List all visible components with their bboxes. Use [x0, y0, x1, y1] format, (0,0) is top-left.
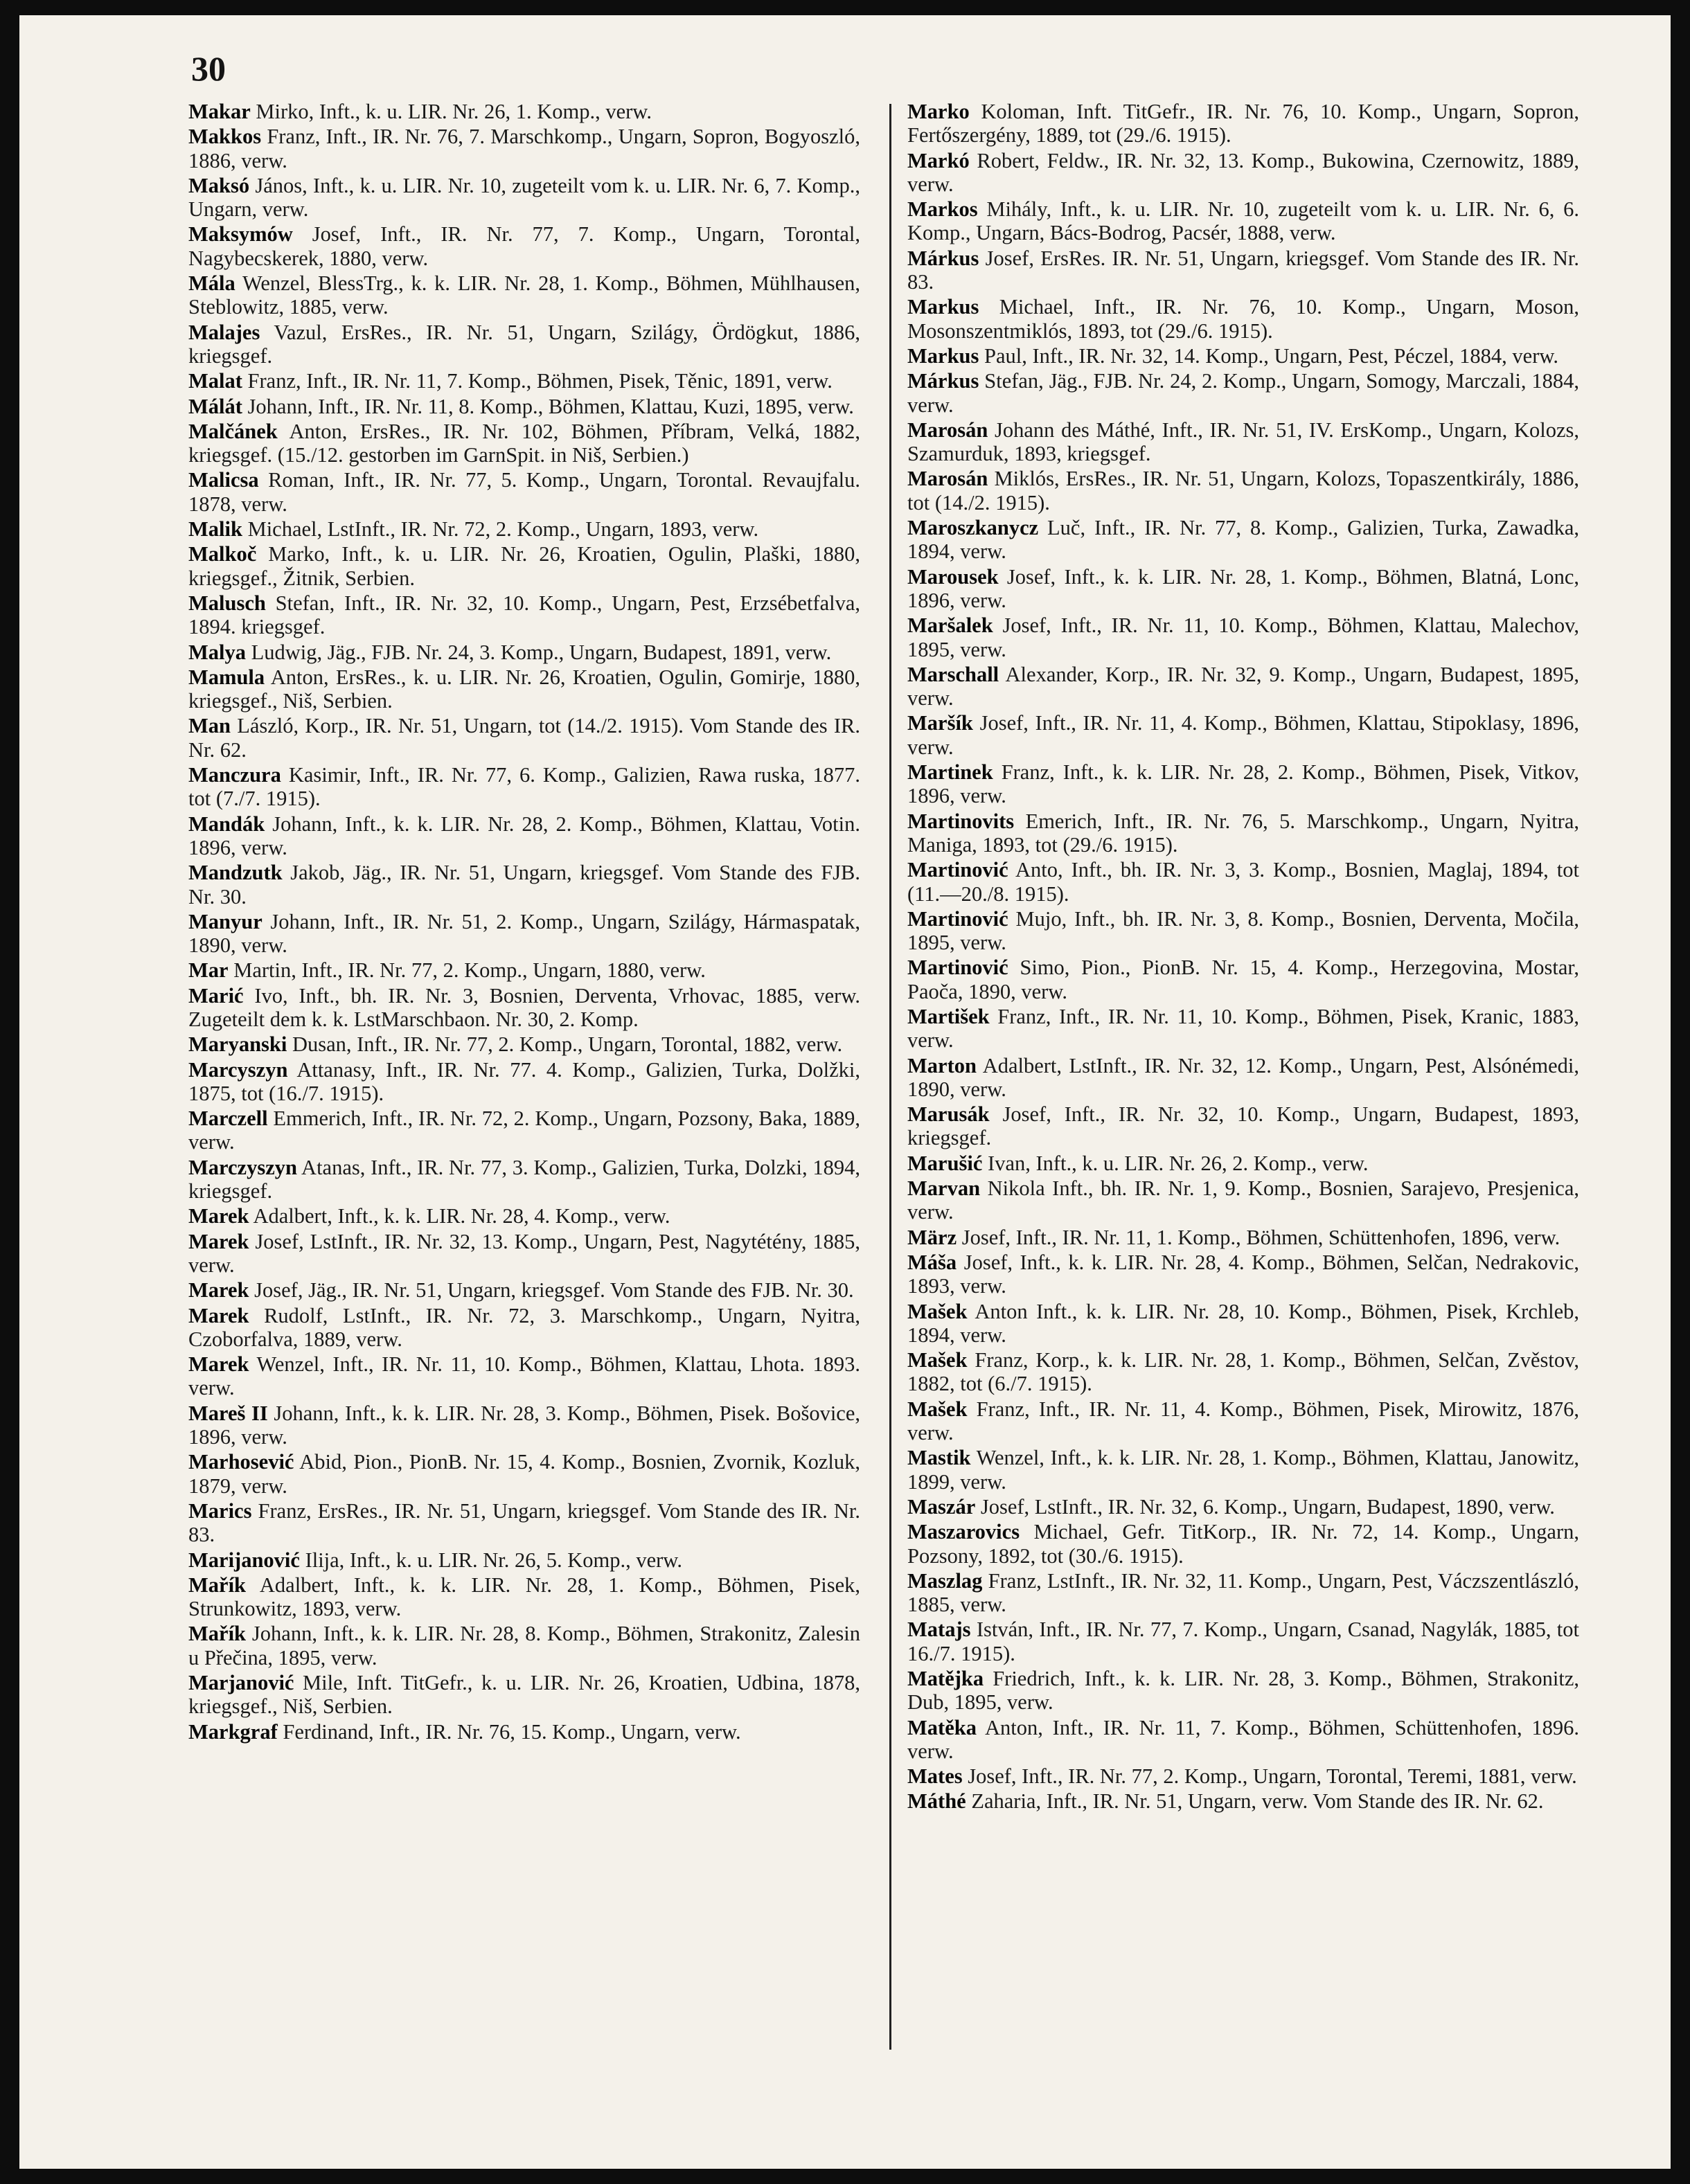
register-entry — [188, 1720, 860, 1744]
register-entry — [188, 321, 860, 368]
register-entry — [188, 517, 860, 541]
entry-details: Franz, Korp., k. k. LIR. Nr. 28, 1. Komp., Böhmen, Selčan, Zvěstov, 1882, tot (6./7. 1915). — [907, 1348, 1579, 1396]
entry-surname: Marczyszyn — [188, 1155, 297, 1179]
entry-surname: Mála — [188, 271, 235, 296]
register-entry — [907, 1618, 1579, 1665]
entry-details: László, Korp., IR. Nr. 51, Ungarn, tot (14./2. 1915). Vom Stande des IR. Nr. 62. — [188, 714, 861, 762]
entry-surname: Máša — [907, 1250, 957, 1274]
register-entry — [188, 271, 860, 319]
entry-details: Josef, Inft., IR. Nr. 11, 4. Komp., Böhmen, Klattau, Stipoklasy, 1896, verw. — [907, 711, 1580, 759]
entry-surname: Maszlag — [907, 1568, 983, 1593]
register-entry — [907, 1251, 1579, 1298]
entry-details: Michael, Inft., IR. Nr. 76, 10. Komp., Ungarn, Moson, Mosonszentmiklós, 1893, tot (29./6. 1915). — [907, 295, 1579, 343]
register-entry — [907, 516, 1579, 564]
register-entry — [188, 958, 860, 982]
entry-surname: Marcyszyn — [188, 1057, 288, 1082]
entry-surname: Martinek — [907, 760, 993, 785]
register-entry — [907, 247, 1579, 294]
entry-details: Simo, Pion., PionB. Nr. 15, 4. Komp., Herzegovina, Mostar, Paoča, 1890, verw. — [907, 956, 1579, 1003]
entry-surname: Marschall — [907, 662, 999, 686]
register-entry — [188, 714, 860, 762]
entry-details: Koloman, Inft. TitGefr., IR. Nr. 76, 10. Komp., Ungarn, Sopron, Fertőszergény, 1889, tot (29./6. 1915). — [907, 100, 1579, 147]
entry-details: István, Inft., IR. Nr. 77, 7. Komp., Ungarn, Csanad, Nagylák, 1885, tot 16./7. 1915). — [907, 1618, 1580, 1665]
register-entry — [907, 369, 1579, 417]
register-entry — [907, 711, 1579, 759]
register-entry — [907, 418, 1579, 466]
entry-surname: Marosán — [907, 467, 988, 491]
entry-surname: Mastik — [907, 1446, 971, 1470]
entry-surname: Marek — [188, 1352, 249, 1377]
entry-details: Ivo, Inft., bh. IR. Nr. 3, Bosnien, Derventa, Vrhovac, 1885, verw. Zugeteilt dem k. k. LstMarschbaon. Nr. 30, 2. Komp. — [188, 983, 861, 1031]
entry-details: Anton, ErsRes., IR. Nr. 102, Böhmen, Příbram, Velká, 1882, kriegsgef. (15./12. gestorben im GarnSpit. in Niš, Serbien.) — [188, 419, 860, 467]
register-entry — [907, 1789, 1579, 1813]
entry-details: Franz, LstInft., IR. Nr. 32, 11. Komp., Ungarn, Pest, Váczszentlászló, 1885, verw. — [907, 1568, 1579, 1617]
register-entry — [188, 1204, 860, 1228]
register-entry — [907, 344, 1579, 368]
entry-details: Wenzel, BlessTrg., k. k. LIR. Nr. 28, 1. Komp., Böhmen, Mühlhausen, Steblowitz, 1885, verw. — [188, 271, 860, 319]
entry-surname: Markgraf — [188, 1719, 278, 1744]
entry-surname: Marušić — [907, 1151, 983, 1175]
right-column — [907, 100, 1579, 1815]
entry-surname: Malkoč — [188, 542, 257, 566]
entry-surname: Mašek — [907, 1397, 968, 1421]
register-entry — [907, 858, 1579, 906]
register-entry — [188, 395, 860, 418]
entry-details: Adalbert, Inft., k. k. LIR. Nr. 28, 4. Komp., verw. — [253, 1204, 670, 1228]
register-entry — [188, 1058, 860, 1106]
register-entry — [188, 1573, 860, 1621]
entry-details: Michael, Gefr. TitKorp., IR. Nr. 72, 14. Komp., Ungarn, Pozsony, 1892, tot (30./6. 1915). — [907, 1520, 1580, 1568]
entry-surname: Marousek — [907, 564, 999, 589]
left-column — [188, 100, 860, 1745]
entry-details: Alexander, Korp., IR. Nr. 32, 9. Komp., Ungarn, Budapest, 1895, verw. — [907, 662, 1579, 710]
entry-surname: Maszarovics — [907, 1520, 1020, 1544]
entry-details: Josef, Inft., IR. Nr. 11, 1. Komp., Böhmen, Schüttenhofen, 1896, verw. — [961, 1225, 1560, 1249]
register-entry — [188, 542, 860, 590]
register-entry — [907, 295, 1579, 343]
entry-details: Josef, Jäg., IR. Nr. 51, Ungarn, kriegsgef. Vom Stande des FJB. Nr. 30. — [254, 1278, 854, 1303]
entry-surname: Márkus — [907, 246, 979, 270]
register-entry — [907, 614, 1579, 661]
entry-surname: Makkos — [188, 125, 262, 149]
register-entry — [188, 665, 860, 713]
register-entry — [188, 1402, 860, 1449]
register-entry — [907, 907, 1579, 955]
register-entry — [188, 910, 860, 958]
entry-surname: Martinovits — [907, 809, 1015, 833]
entry-surname: Malik — [188, 517, 242, 541]
register-entry — [907, 956, 1579, 1003]
entry-details: Vazul, ErsRes., IR. Nr. 51, Ungarn, Szilágy, Ördögkut, 1886, kriegsgef. — [188, 320, 861, 368]
entry-details: Mirko, Inft., k. u. LIR. Nr. 26, 1. Komp., verw. — [256, 100, 652, 123]
entry-surname: Marvan — [907, 1176, 981, 1201]
entry-surname: Marek — [188, 1229, 249, 1253]
entry-details: Johann, Inft., IR. Nr. 51, 2. Komp., Ungarn, Szilágy, Hármaspatak, 1890, verw. — [188, 909, 861, 958]
register-entry — [907, 1054, 1579, 1102]
entry-surname: Matajs — [907, 1618, 971, 1642]
entry-surname: Malya — [188, 640, 247, 664]
entry-surname: Markus — [907, 295, 979, 319]
entry-details: Anto, Inft., bh. IR. Nr. 3, 3. Komp., Bosnien, Maglaj, 1894, tot (11.—20./8. 1915). — [907, 858, 1579, 906]
entry-surname: Marko — [907, 100, 970, 123]
register-entry — [907, 1300, 1579, 1348]
entry-surname: Maršalek — [907, 614, 993, 638]
entry-details: Michael, LstInft., IR. Nr. 72, 2. Komp., Ungarn, 1893, verw. — [247, 517, 759, 541]
entry-surname: Martinović — [907, 956, 1008, 980]
entry-details: Emmerich, Inft., IR. Nr. 72, 2. Komp., Ungarn, Pozsony, Baka, 1889, verw. — [188, 1107, 860, 1154]
entry-surname: Mates — [907, 1764, 963, 1789]
register-entry — [188, 1156, 860, 1203]
register-entry — [188, 591, 860, 639]
entry-details: Wenzel, Inft., IR. Nr. 11, 10. Komp., Böhmen, Klattau, Lhota. 1893. verw. — [188, 1352, 861, 1400]
entry-details: Anton, ErsRes., k. u. LIR. Nr. 26, Kroatien, Ogulin, Gomirje, 1880, kriegsgef., Niš, Serbien. — [188, 665, 860, 713]
register-entry — [188, 100, 860, 123]
entry-details: Josef, Inft., IR. Nr. 77, 2. Komp., Ungarn, Torontal, Teremi, 1881, verw. — [968, 1764, 1577, 1789]
entry-surname: Makar — [188, 100, 251, 123]
entry-surname: Marton — [907, 1053, 977, 1077]
register-entry — [907, 809, 1579, 857]
register-entry — [188, 1304, 860, 1352]
entry-surname: Mařík — [188, 1622, 247, 1646]
register-entry — [188, 1278, 860, 1302]
entry-surname: Marics — [188, 1498, 252, 1523]
entry-surname: Maksó — [188, 173, 250, 197]
entry-details: Marko, Inft., k. u. LIR. Nr. 26, Kroatien, Ogulin, Plaški, 1880, kriegsgef., Žitnik, Serbien. — [188, 542, 861, 590]
register-entry — [907, 1446, 1579, 1494]
entry-surname: Markó — [907, 148, 970, 172]
register-entry — [188, 1499, 860, 1547]
register-entry — [188, 1230, 860, 1278]
entry-surname: Matěka — [907, 1715, 977, 1739]
register-entry — [907, 663, 1579, 710]
entry-details: Dusan, Inft., IR. Nr. 77, 2. Komp., Ungarn, Torontal, 1882, verw. — [292, 1032, 843, 1057]
register-entry — [188, 812, 860, 860]
entry-details: Johann, Inft., k. k. LIR. Nr. 28, 3. Komp., Böhmen, Pisek. Bošovice, 1896, verw. — [188, 1401, 861, 1449]
entry-surname: Marczell — [188, 1107, 268, 1131]
register-entry — [907, 1226, 1579, 1249]
register-entry — [188, 1352, 860, 1400]
entry-details: Mihály, Inft., k. u. LIR. Nr. 10, zugeteilt vom k. u. LIR. Nr. 6, 6. Komp., Ungarn, Bács-Bodrog, Pacsér, 1888, verw. — [907, 197, 1580, 245]
entry-surname: Manczura — [188, 763, 281, 787]
register-entry — [188, 1032, 860, 1056]
entry-details: Ferdinand, Inft., IR. Nr. 76, 15. Komp., Ungarn, verw. — [283, 1719, 741, 1744]
register-entry — [188, 369, 860, 393]
entry-surname: Man — [188, 714, 231, 738]
entry-surname: Mašek — [907, 1348, 968, 1372]
entry-details: Adalbert, Inft., k. k. LIR. Nr. 28, 1. Komp., Böhmen, Pisek, Strunkowitz, 1893, verw. — [188, 1573, 860, 1621]
register-entry — [188, 125, 860, 172]
register-entry — [907, 1667, 1579, 1715]
entry-surname: Marijanović — [188, 1548, 300, 1572]
entry-surname: März — [907, 1225, 957, 1249]
entry-details: Ivan, Inft., k. u. LIR. Nr. 26, 2. Komp., verw. — [988, 1151, 1369, 1175]
register-entry — [907, 565, 1579, 613]
entry-details: Miklós, ErsRes., IR. Nr. 51, Ungarn, Kolozs, Topaszentkirály, 1886, tot (14./2. 1915). — [907, 467, 1579, 514]
register-entry — [907, 197, 1579, 245]
entry-details: Josef, LstInft., IR. Nr. 32, 6. Komp., Ungarn, Budapest, 1890, verw. — [980, 1494, 1555, 1519]
register-entry — [907, 149, 1579, 197]
entry-surname: Márkus — [907, 369, 979, 393]
entry-details: Josef, Inft., IR. Nr. 32, 10. Komp., Ungarn, Budapest, 1893, kriegsgef. — [907, 1102, 1580, 1150]
entry-surname: Manyur — [188, 909, 263, 933]
entry-details: Martin, Inft., IR. Nr. 77, 2. Komp., Ungarn, 1880, verw. — [233, 958, 706, 983]
register-entry — [907, 1102, 1579, 1150]
document-page — [19, 15, 1671, 2169]
register-entry — [188, 174, 860, 222]
register-entry — [188, 1548, 860, 1572]
entry-details: Kasimir, Inft., IR. Nr. 77, 6. Komp., Galizien, Rawa ruska, 1877. tot (7./7. 1915). — [188, 763, 860, 811]
entry-details: Emerich, Inft., IR. Nr. 76, 5. Marschkomp., Ungarn, Nyitra, Maniga, 1893, tot (29./6. 1915). — [907, 809, 1579, 857]
entry-details: Abid, Pion., PionB. Nr. 15, 4. Komp., Bosnien, Zvornik, Kozluk, 1879, verw. — [188, 1450, 860, 1498]
entry-surname: Malicsa — [188, 468, 259, 492]
entry-details: Jakob, Jäg., IR. Nr. 51, Ungarn, kriegsgef. Vom Stande des FJB. Nr. 30. — [188, 861, 860, 908]
entry-details: Josef, Inft., IR. Nr. 77, 7. Komp., Ungarn, Torontal, Nagybecskerek, 1880, verw. — [188, 222, 860, 270]
register-entry — [907, 1176, 1579, 1224]
entry-surname: Mašek — [907, 1299, 968, 1323]
entry-details: Mujo, Inft., bh. IR. Nr. 3, 8. Komp., Bosnien, Derventa, Močila, 1895, verw. — [907, 906, 1580, 955]
entry-surname: Marosán — [907, 418, 988, 442]
entry-surname: Matějka — [907, 1667, 984, 1690]
entry-details: Stefan, Inft., IR. Nr. 32, 10. Komp., Ungarn, Pest, Erzsébetfalva, 1894. kriegsgef. — [188, 591, 861, 639]
entry-surname: Mařík — [188, 1573, 247, 1597]
entry-surname: Maszár — [907, 1494, 976, 1519]
entry-details: Josef, LstInft., IR. Nr. 32, 13. Komp., Ungarn, Pest, Nagytétény, 1885, verw. — [188, 1229, 861, 1277]
entry-surname: Maryanski — [188, 1032, 287, 1057]
register-entry — [188, 1622, 860, 1670]
register-entry — [188, 984, 860, 1032]
entry-surname: Mareš II — [188, 1401, 268, 1425]
entry-surname: Malat — [188, 369, 242, 393]
register-entry — [188, 763, 860, 811]
entry-surname: Marusák — [907, 1102, 990, 1127]
entry-details: Josef, Inft., k. k. LIR. Nr. 28, 1. Komp., Böhmen, Blatná, Lonc, 1896, verw. — [907, 564, 1579, 612]
entry-surname: Maroszkanycz — [907, 516, 1039, 540]
entry-surname: Marić — [188, 983, 244, 1008]
register-entry — [188, 641, 860, 664]
register-entry — [907, 1716, 1579, 1764]
entry-details: Stefan, Jäg., FJB. Nr. 24, 2. Komp., Ungarn, Somogy, Marczali, 1884, verw. — [907, 369, 1579, 417]
entry-details: Ilija, Inft., k. u. LIR. Nr. 26, 5. Komp., verw. — [305, 1548, 682, 1572]
entry-surname: Marek — [188, 1204, 249, 1228]
entry-surname: Marhosević — [188, 1450, 294, 1474]
entry-details: Roman, Inft., IR. Nr. 77, 5. Komp., Ungarn, Torontal. Revaujfalu. 1878, verw. — [188, 468, 861, 516]
entry-details: Johann, Inft., k. k. LIR. Nr. 28, 2. Komp., Böhmen, Klattau, Votin. 1896, verw. — [188, 812, 860, 859]
register-entry — [907, 1397, 1579, 1445]
entry-details: János, Inft., k. u. LIR. Nr. 10, zugeteilt vom k. u. LIR. Nr. 6, 7. Komp., Ungarn, verw. — [188, 173, 861, 222]
entry-details: Josef, ErsRes. IR. Nr. 51, Ungarn, kriegsgef. Vom Stande des IR. Nr. 83. — [907, 246, 1580, 294]
register-entry — [188, 1450, 860, 1498]
register-entry — [907, 1495, 1579, 1519]
entry-details: Josef, Inft., k. k. LIR. Nr. 28, 4. Komp., Böhmen, Selčan, Nedrakovic, 1893, verw. — [907, 1250, 1579, 1298]
entry-details: Josef, Inft., IR. Nr. 11, 10. Komp., Böhmen, Klattau, Malechov, 1895, verw. — [907, 614, 1579, 661]
entry-surname: Malčánek — [188, 419, 278, 443]
entry-details: Anton, Inft., IR. Nr. 11, 7. Komp., Böhmen, Schüttenhofen, 1896. verw. — [907, 1715, 1579, 1763]
entry-surname: Málát — [188, 394, 242, 418]
entry-details: Franz, Inft., IR. Nr. 11, 4. Komp., Böhmen, Pisek, Mirowitz, 1876, verw. — [907, 1397, 1580, 1445]
entry-details: Ludwig, Jäg., FJB. Nr. 24, 3. Komp., Ungarn, Budapest, 1891, verw. — [251, 640, 832, 664]
register-entry — [188, 420, 860, 467]
entry-surname: Marek — [188, 1303, 249, 1327]
entry-details: Robert, Feldw., IR. Nr. 32, 13. Komp., Bukowina, Czernowitz, 1889, verw. — [907, 148, 1580, 196]
entry-surname: Markos — [907, 197, 978, 222]
register-entry — [907, 1152, 1579, 1175]
page-number: 30 — [191, 49, 226, 88]
entry-surname: Marjanović — [188, 1671, 294, 1694]
entry-details: Paul, Inft., IR. Nr. 32, 14. Komp., Ungarn, Pest, Péczel, 1884, verw. — [984, 343, 1559, 368]
entry-details: Johann, Inft., IR. Nr. 11, 8. Komp., Böhmen, Klattau, Kuzi, 1895, verw. — [247, 394, 854, 418]
entry-surname: Maršík — [907, 711, 973, 735]
entry-surname: Malusch — [188, 591, 266, 615]
entry-surname: Máthé — [907, 1789, 966, 1814]
entry-details: Attanasy, Inft., IR. Nr. 77. 4. Komp., Galizien, Turka, Dolžki, 1875, tot (16./7. 1915). — [188, 1057, 860, 1105]
register-entry — [188, 1671, 860, 1719]
entry-details: Franz, Inft., IR. Nr. 11, 7. Komp., Böhmen, Pisek, Těnic, 1891, verw. — [247, 369, 833, 393]
entry-surname: Martišek — [907, 1004, 990, 1028]
register-entry — [188, 222, 860, 270]
entry-surname: Martinović — [907, 858, 1008, 882]
register-entry — [188, 1107, 860, 1154]
entry-details: Friedrich, Inft., k. k. LIR. Nr. 28, 3. Komp., Böhmen, Strakonitz, Dub, 1895, verw. — [907, 1667, 1580, 1715]
column-divider — [889, 104, 891, 2050]
entry-surname: Markus — [907, 343, 979, 368]
register-entry — [907, 1520, 1579, 1568]
entry-details: Luč, Inft., IR. Nr. 77, 8. Komp., Galizien, Turka, Zawadka, 1894, verw. — [907, 516, 1579, 564]
entry-surname: Martinović — [907, 906, 1008, 931]
register-entry — [907, 1569, 1579, 1617]
entry-details: Zaharia, Inft., IR. Nr. 51, Ungarn, verw. Vom Stande des IR. Nr. 62. — [971, 1789, 1544, 1814]
entry-surname: Mandák — [188, 812, 265, 836]
register-entry — [907, 100, 1579, 147]
register-entry — [188, 861, 860, 908]
entry-details: Nikola Inft., bh. IR. Nr. 1, 9. Komp., Bosnien, Sarajevo, Presjenica, verw. — [907, 1176, 1579, 1224]
register-entry — [907, 1005, 1579, 1053]
register-entry — [907, 760, 1579, 808]
entry-details: Mile, Inft. TitGefr., k. u. LIR. Nr. 26, Kroatien, Udbina, 1878, kriegsgef., Niš, Serbien. — [188, 1671, 860, 1719]
entry-details: Johann des Máthé, Inft., IR. Nr. 51, IV. ErsKomp., Ungarn, Kolozs, Szamurduk, 1893, kriegsgef. — [907, 418, 1579, 466]
entry-details: Anton Inft., k. k. LIR. Nr. 28, 10. Komp., Böhmen, Pisek, Krchleb, 1894, verw. — [907, 1299, 1579, 1347]
entry-surname: Malajes — [188, 320, 260, 344]
entry-details: Atanas, Inft., IR. Nr. 77, 3. Komp., Galizien, Turka, Dolzki, 1894, kriegsgef. — [188, 1155, 860, 1203]
entry-details: Adalbert, LstInft., IR. Nr. 32, 12. Komp., Ungarn, Pest, Alsónémedi, 1890, verw. — [907, 1053, 1579, 1101]
entry-surname: Marek — [188, 1278, 249, 1303]
register-entry — [907, 1764, 1579, 1788]
register-entry — [907, 1348, 1579, 1396]
entry-surname: Maksymów — [188, 222, 293, 247]
entry-details: Wenzel, Inft., k. k. LIR. Nr. 28, 1. Komp., Böhmen, Klattau, Janowitz, 1899, verw. — [907, 1446, 1579, 1494]
entry-details: Franz, Inft., k. k. LIR. Nr. 28, 2. Komp., Böhmen, Pisek, Vitkov, 1896, verw. — [907, 760, 1580, 808]
entry-details: Johann, Inft., k. k. LIR. Nr. 28, 8. Komp., Böhmen, Strakonitz, Zalesin u Přečina, 1895, verw. — [188, 1622, 860, 1670]
register-entry — [188, 468, 860, 516]
entry-details: Franz, ErsRes., IR. Nr. 51, Ungarn, kriegsgef. Vom Stande des IR. Nr. 83. — [188, 1498, 861, 1547]
entry-details: Franz, Inft., IR. Nr. 11, 10. Komp., Böhmen, Pisek, Kranic, 1883, verw. — [907, 1004, 1580, 1053]
entry-surname: Mamula — [188, 665, 265, 689]
entry-surname: Mandzutk — [188, 861, 283, 885]
entry-details: Rudolf, LstInft., IR. Nr. 72, 3. Marschkomp., Ungarn, Nyitra, Czoborfalva, 1889, verw. — [188, 1303, 860, 1351]
register-entry — [907, 467, 1579, 514]
entry-details: Franz, Inft., IR. Nr. 76, 7. Marschkomp., Ungarn, Sopron, Bogyoszló, 1886, verw. — [188, 125, 860, 172]
entry-surname: Mar — [188, 958, 229, 983]
